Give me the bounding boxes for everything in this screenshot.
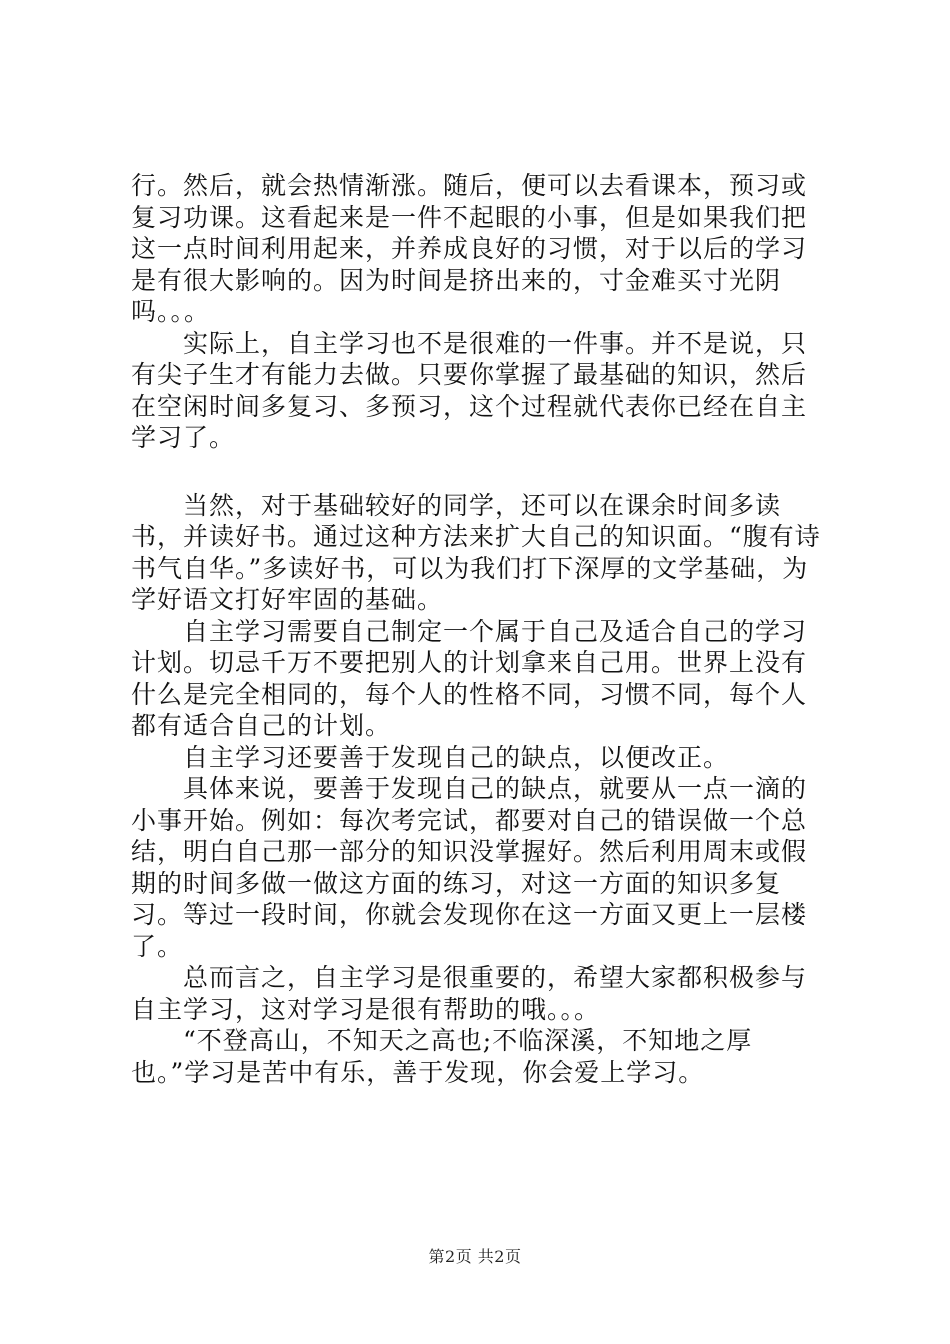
document-body xyxy=(131,170,831,1088)
page-number-footer: 第2页 共2页 xyxy=(428,1247,522,1266)
paragraph: 自主学习还要善于发现自己的缺点，以便改正。 xyxy=(183,742,730,772)
paragraph-continuation: 行。然后，就会热情渐涨。随后，便可以去看课本，预习或复习功课。这看起来是一件不起眼的小事，但是如果我们把这一点时间利用起来，并养成良好的习惯，对于以后的学习是有很大影响的。因为时间是挤出来的，寸金难买寸光阴吗。。。 xyxy=(131,171,808,326)
paragraph-quote: “不登高山，不知天之高也;不临深溪，不知地之厚也。”学习是苦中有乐，善于发现，你会爱上学习。 xyxy=(131,1026,753,1087)
paragraph: 当然，对于基础较好的同学，还可以在课余时间多读书，并读好书。通过这种方法来扩大自己的知识面。“腹有诗书气自华。”多读好书，可以为我们打下深厚的文学基础，为学好语文打好牢固的基础。 xyxy=(131,490,821,614)
paragraph: 自主学习需要自己制定一个属于自己及适合自己的学习计划。切忌千万不要把别人的计划拿来自己用。世界上没有什么是完全相同的，每个人的性格不同，习惯不同，每个人都有适合自己的计划。 xyxy=(131,616,808,740)
paragraph: 具体来说，要善于发现自己的缺点，就要从一点一滴的小事开始。例如：每次考完试，都要对自己的错误做一个总结，明白自己那一部分的知识没掌握好。然后利用周末或假期的时间多做一做这方面的练习，对这一方面的知识多复习。等过一段时间，你就会发现你在这一方面又更上一层楼了。 xyxy=(131,774,808,961)
paragraph: 实际上，自主学习也不是很难的一件事。并不是说，只有尖子生才有能力去做。只要你掌握了最基础的知识，然后在空闲时间多复习、多预习，这个过程就代表你已经在自主学习了。 xyxy=(131,328,808,452)
paragraph: 总而言之，自主学习是很重要的，希望大家都积极参与自主学习，这对学习是很有帮助的哦。。。 xyxy=(131,963,808,1024)
